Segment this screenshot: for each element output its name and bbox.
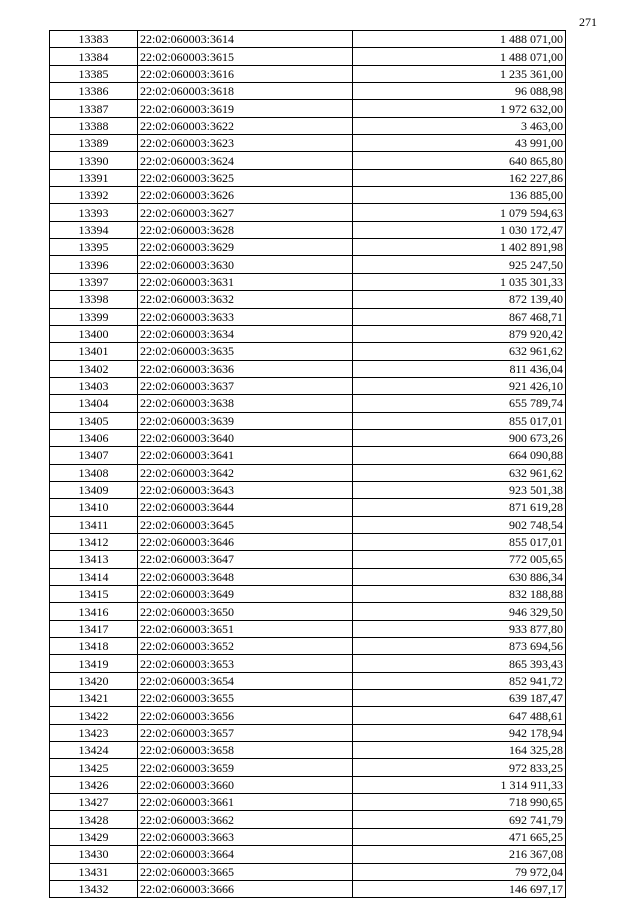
row-number-cell: 13391 [50,169,138,186]
table-row [50,499,566,516]
row-number-cell: 13413 [50,551,138,568]
table-row [50,533,566,550]
table-row [50,429,566,446]
row-number-cell: 13421 [50,690,138,707]
cadastral-number-cell: 22:02:060003:3618 [138,83,353,100]
table-row [50,256,566,273]
row-number-cell: 13409 [50,481,138,498]
table-row [50,100,566,117]
cadastral-number-cell: 22:02:060003:3653 [138,655,353,672]
value-cell: 873 694,56 [353,638,566,655]
cadastral-number-cell: 22:02:060003:3639 [138,412,353,429]
row-number-cell: 13392 [50,187,138,204]
row-number-cell: 13383 [50,31,138,48]
table-row [50,880,566,897]
table-row [50,707,566,724]
row-number-cell: 13424 [50,742,138,759]
cadastral-number-cell: 22:02:060003:3627 [138,204,353,221]
value-cell: 865 393,43 [353,655,566,672]
table-row [50,846,566,863]
value-cell: 946 329,50 [353,603,566,620]
value-cell: 146 697,17 [353,880,566,897]
cadastral-number-cell: 22:02:060003:3643 [138,481,353,498]
row-number-cell: 13412 [50,533,138,550]
row-number-cell: 13388 [50,117,138,134]
cadastral-number-cell: 22:02:060003:3622 [138,117,353,134]
cadastral-number-cell: 22:02:060003:3649 [138,586,353,603]
value-cell: 1 079 594,63 [353,204,566,221]
cadastral-number-cell: 22:02:060003:3648 [138,568,353,585]
cadastral-number-cell: 22:02:060003:3615 [138,48,353,65]
cadastral-number-cell: 22:02:060003:3623 [138,135,353,152]
table-row [50,620,566,637]
cadastral-number-cell: 22:02:060003:3654 [138,672,353,689]
row-number-cell: 13414 [50,568,138,585]
table-row [50,291,566,308]
row-number-cell: 13397 [50,273,138,290]
table-row [50,551,566,568]
value-cell: 630 886,34 [353,568,566,585]
row-number-cell: 13428 [50,811,138,828]
value-cell: 1 488 071,00 [353,31,566,48]
value-cell: 639 187,47 [353,690,566,707]
table-row [50,464,566,481]
page-number: 271 [579,15,597,29]
table-row [50,31,566,48]
cadastral-number-cell: 22:02:060003:3645 [138,516,353,533]
value-cell: 632 961,62 [353,343,566,360]
cadastral-number-cell: 22:02:060003:3657 [138,724,353,741]
table-row [50,65,566,82]
row-number-cell: 13403 [50,377,138,394]
row-number-cell: 13395 [50,239,138,256]
table-row [50,377,566,394]
cadastral-number-cell: 22:02:060003:3636 [138,360,353,377]
value-cell: 923 501,38 [353,481,566,498]
value-cell: 942 178,94 [353,724,566,741]
table-row [50,603,566,620]
row-number-cell: 13393 [50,204,138,221]
row-number-cell: 13411 [50,516,138,533]
cadastral-number-cell: 22:02:060003:3666 [138,880,353,897]
value-cell: 471 665,25 [353,828,566,845]
table-row [50,447,566,464]
row-number-cell: 13387 [50,100,138,117]
value-cell: 1 488 071,00 [353,48,566,65]
table-row [50,169,566,186]
value-cell: 96 088,98 [353,83,566,100]
row-number-cell: 13399 [50,308,138,325]
cadastral-number-cell: 22:02:060003:3625 [138,169,353,186]
value-cell: 933 877,80 [353,620,566,637]
cadastral-number-cell: 22:02:060003:3662 [138,811,353,828]
table-row [50,343,566,360]
table-row [50,742,566,759]
row-number-cell: 13422 [50,707,138,724]
row-number-cell: 13429 [50,828,138,845]
cadastral-number-cell: 22:02:060003:3658 [138,742,353,759]
cadastral-number-cell: 22:02:060003:3663 [138,828,353,845]
value-cell: 832 188,88 [353,586,566,603]
table-row [50,48,566,65]
row-number-cell: 13390 [50,152,138,169]
table-row [50,308,566,325]
table-row [50,586,566,603]
table-row [50,794,566,811]
row-number-cell: 13405 [50,412,138,429]
cadastral-number-cell: 22:02:060003:3634 [138,325,353,342]
row-number-cell: 13384 [50,48,138,65]
value-cell: 664 090,88 [353,447,566,464]
value-cell: 972 833,25 [353,759,566,776]
cadastral-number-cell: 22:02:060003:3655 [138,690,353,707]
row-number-cell: 13416 [50,603,138,620]
cadastral-number-cell: 22:02:060003:3646 [138,533,353,550]
value-cell: 871 619,28 [353,499,566,516]
value-cell: 655 789,74 [353,395,566,412]
table-row [50,204,566,221]
cadastral-number-cell: 22:02:060003:3631 [138,273,353,290]
cadastral-number-cell: 22:02:060003:3647 [138,551,353,568]
table-body [50,31,566,898]
row-number-cell: 13394 [50,221,138,238]
table-row [50,412,566,429]
table-row [50,152,566,169]
row-number-cell: 13425 [50,759,138,776]
value-cell: 855 017,01 [353,412,566,429]
cadastral-number-cell: 22:02:060003:3614 [138,31,353,48]
row-number-cell: 13410 [50,499,138,516]
table-row [50,360,566,377]
cadastral-number-cell: 22:02:060003:3656 [138,707,353,724]
value-cell: 855 017,01 [353,533,566,550]
value-cell: 632 961,62 [353,464,566,481]
table-row [50,83,566,100]
row-number-cell: 13427 [50,794,138,811]
value-cell: 867 468,71 [353,308,566,325]
table-row [50,221,566,238]
table-row [50,759,566,776]
row-number-cell: 13396 [50,256,138,273]
row-number-cell: 13404 [50,395,138,412]
value-cell: 1 402 891,98 [353,239,566,256]
value-cell: 921 426,10 [353,377,566,394]
table-row [50,395,566,412]
table-row [50,135,566,152]
row-number-cell: 13431 [50,863,138,880]
cadastral-number-cell: 22:02:060003:3665 [138,863,353,880]
cadastral-number-cell: 22:02:060003:3616 [138,65,353,82]
row-number-cell: 13418 [50,638,138,655]
table-row [50,273,566,290]
value-cell: 811 436,04 [353,360,566,377]
table-row [50,568,566,585]
table-row [50,516,566,533]
cadastral-number-cell: 22:02:060003:3628 [138,221,353,238]
table-row [50,811,566,828]
value-cell: 902 748,54 [353,516,566,533]
cadastral-number-cell: 22:02:060003:3624 [138,152,353,169]
cadastral-number-cell: 22:02:060003:3629 [138,239,353,256]
cadastral-number-cell: 22:02:060003:3660 [138,776,353,793]
value-cell: 692 741,79 [353,811,566,828]
cadastral-number-cell: 22:02:060003:3638 [138,395,353,412]
row-number-cell: 13423 [50,724,138,741]
cadastral-value-table [49,30,566,898]
table-row [50,481,566,498]
table-row [50,117,566,134]
value-cell: 879 920,42 [353,325,566,342]
cadastral-number-cell: 22:02:060003:3630 [138,256,353,273]
cadastral-number-cell: 22:02:060003:3651 [138,620,353,637]
table-row [50,239,566,256]
cadastral-number-cell: 22:02:060003:3637 [138,377,353,394]
value-cell: 79 972,04 [353,863,566,880]
value-cell: 647 488,61 [353,707,566,724]
row-number-cell: 13398 [50,291,138,308]
table-row [50,828,566,845]
value-cell: 216 367,08 [353,846,566,863]
value-cell: 872 139,40 [353,291,566,308]
cadastral-number-cell: 22:02:060003:3659 [138,759,353,776]
cadastral-number-cell: 22:02:060003:3633 [138,308,353,325]
row-number-cell: 13415 [50,586,138,603]
cadastral-number-cell: 22:02:060003:3632 [138,291,353,308]
row-number-cell: 13385 [50,65,138,82]
row-number-cell: 13430 [50,846,138,863]
value-cell: 3 463,00 [353,117,566,134]
row-number-cell: 13420 [50,672,138,689]
value-cell: 136 885,00 [353,187,566,204]
cadastral-number-cell: 22:02:060003:3644 [138,499,353,516]
row-number-cell: 13386 [50,83,138,100]
cadastral-number-cell: 22:02:060003:3664 [138,846,353,863]
value-cell: 1 035 301,33 [353,273,566,290]
row-number-cell: 13417 [50,620,138,637]
table-row [50,638,566,655]
value-cell: 640 865,80 [353,152,566,169]
table-row [50,724,566,741]
table-row [50,776,566,793]
value-cell: 1 235 361,00 [353,65,566,82]
row-number-cell: 13401 [50,343,138,360]
table-row [50,187,566,204]
value-cell: 1 314 911,33 [353,776,566,793]
cadastral-number-cell: 22:02:060003:3626 [138,187,353,204]
value-cell: 718 990,65 [353,794,566,811]
row-number-cell: 13389 [50,135,138,152]
value-cell: 772 005,65 [353,551,566,568]
table-row [50,672,566,689]
value-cell: 43 991,00 [353,135,566,152]
value-cell: 1 972 632,00 [353,100,566,117]
row-number-cell: 13408 [50,464,138,481]
row-number-cell: 13402 [50,360,138,377]
row-number-cell: 13432 [50,880,138,897]
cadastral-number-cell: 22:02:060003:3640 [138,429,353,446]
row-number-cell: 13400 [50,325,138,342]
cadastral-number-cell: 22:02:060003:3619 [138,100,353,117]
cadastral-number-cell: 22:02:060003:3650 [138,603,353,620]
cadastral-number-cell: 22:02:060003:3641 [138,447,353,464]
row-number-cell: 13426 [50,776,138,793]
cadastral-number-cell: 22:02:060003:3661 [138,794,353,811]
value-cell: 900 673,26 [353,429,566,446]
cadastral-number-cell: 22:02:060003:3635 [138,343,353,360]
table-row [50,863,566,880]
cadastral-number-cell: 22:02:060003:3642 [138,464,353,481]
value-cell: 1 030 172,47 [353,221,566,238]
table-row [50,655,566,672]
row-number-cell: 13407 [50,447,138,464]
value-cell: 925 247,50 [353,256,566,273]
cadastral-number-cell: 22:02:060003:3652 [138,638,353,655]
row-number-cell: 13419 [50,655,138,672]
row-number-cell: 13406 [50,429,138,446]
value-cell: 162 227,86 [353,169,566,186]
value-cell: 164 325,28 [353,742,566,759]
table-row [50,325,566,342]
value-cell: 852 941,72 [353,672,566,689]
table-row [50,690,566,707]
